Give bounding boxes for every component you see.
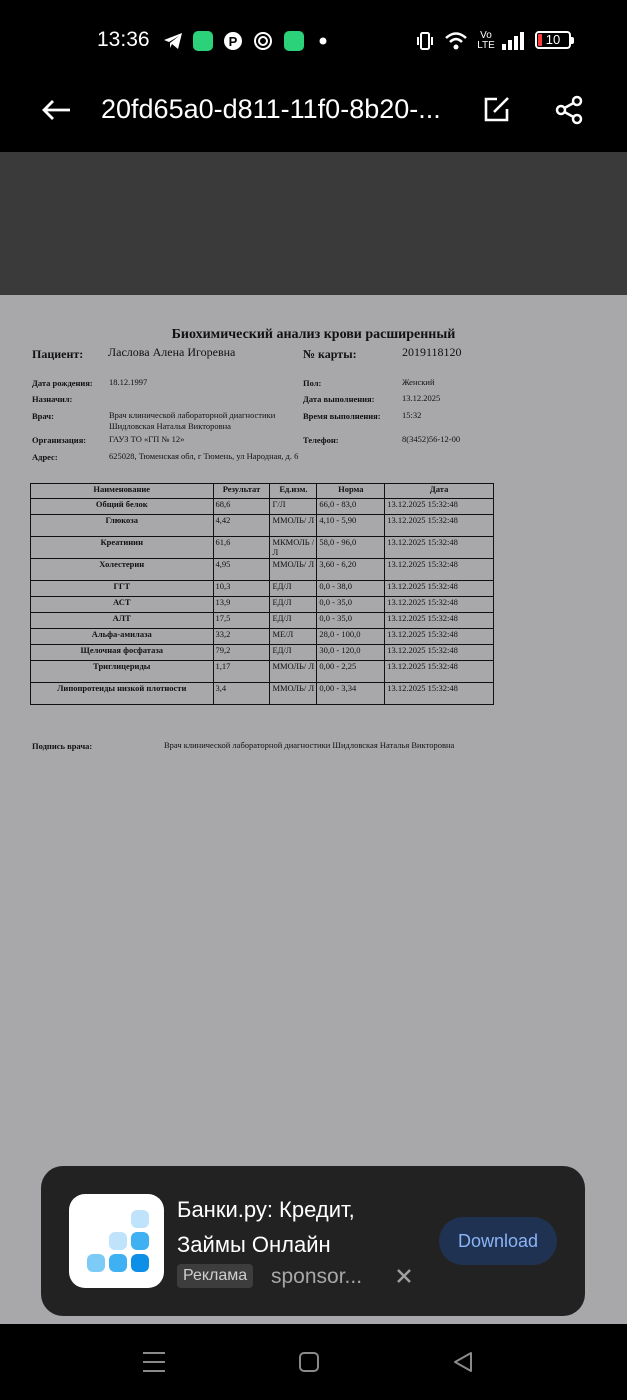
row-result: 1,17	[213, 661, 270, 683]
row-norm: 3,60 - 6,20	[317, 559, 385, 581]
birth-label: Дата рождения:	[32, 378, 93, 388]
row-date: 13.12.2025 15:32:48	[385, 499, 494, 515]
row-date: 13.12.2025 15:32:48	[385, 645, 494, 661]
row-result: 4,42	[213, 515, 270, 537]
row-norm: 66,0 - 83,0	[317, 499, 385, 515]
sex-label: Пол:	[303, 378, 322, 388]
row-name: Холестерин	[31, 559, 214, 581]
assigned-label: Назначил:	[32, 394, 73, 404]
row-name: Триглицериды	[31, 661, 214, 683]
row-name: АЛТ	[31, 613, 214, 629]
row-unit: МКМОЛЬ /Л	[270, 537, 317, 559]
volte-icon: Vo LTE	[477, 30, 495, 51]
document-viewer[interactable]	[0, 152, 627, 1324]
doctor-line1: Врач клинической лабораторной диагностики	[109, 410, 276, 420]
row-unit: ММОЛЬ/ Л	[270, 661, 317, 683]
row-norm: 0,0 - 38,0	[317, 581, 385, 597]
address-value: 625028, Тюменская обл, г Тюмень, ул Народная, д. 6	[109, 451, 299, 461]
table-row	[31, 683, 494, 705]
document-title: 20fd65a0-d811-11f0-8b20-...	[101, 94, 441, 124]
recents-icon[interactable]	[134, 1348, 174, 1376]
row-result: 10,3	[213, 581, 270, 597]
row-date: 13.12.2025 15:32:48	[385, 559, 494, 581]
ad-banner[interactable]	[41, 1166, 585, 1316]
row-norm: 28,0 - 100,0	[317, 629, 385, 645]
dot-icon	[316, 30, 330, 52]
table-row	[31, 597, 494, 613]
row-norm: 0,0 - 35,0	[317, 597, 385, 613]
patient-label: Пациент:	[32, 347, 84, 361]
row-result: 13,9	[213, 597, 270, 613]
status-bar	[0, 0, 627, 80]
row-date: 13.12.2025 15:32:48	[385, 683, 494, 705]
home-icon[interactable]	[289, 1348, 329, 1376]
row-name: ГГТ	[31, 581, 214, 597]
row-date: 13.12.2025 15:32:48	[385, 581, 494, 597]
card-number: 2019118120	[402, 345, 462, 359]
row-norm: 0,0 - 35,0	[317, 613, 385, 629]
row-unit: МЕ/Л	[270, 629, 317, 645]
navigation-bar	[0, 1324, 627, 1400]
row-unit: ЕД/Л	[270, 597, 317, 613]
birth-date: 18.12.1997	[109, 377, 148, 387]
row-date: 13.12.2025 15:32:48	[385, 613, 494, 629]
row-date: 13.12.2025 15:32:48	[385, 661, 494, 683]
exec-date-label: Дата выполнения:	[303, 394, 375, 404]
row-result: 61,6	[213, 537, 270, 559]
row-norm: 0,00 - 2,25	[317, 661, 385, 683]
battery-tip	[571, 37, 574, 44]
header-name: Наименование	[31, 484, 214, 499]
back-triangle-icon[interactable]	[443, 1348, 483, 1376]
ad-app-logo	[69, 1194, 164, 1288]
wifi-icon	[443, 30, 469, 52]
table-row	[31, 629, 494, 645]
table-row	[31, 661, 494, 683]
phone-label: Телефон:	[303, 435, 339, 445]
org-value: ГАУЗ ТО «ГП № 12»	[109, 434, 185, 444]
exec-time: 15:32	[402, 410, 422, 420]
header-result: Результат	[213, 484, 270, 499]
signature-value: Врач клинической лабораторной диагностики Шидловская Наталья Викторовна	[164, 740, 455, 750]
row-name: Глюкоза	[31, 515, 214, 537]
row-norm: 4,10 - 5,90	[317, 515, 385, 537]
ad-app-name: Банки.ру: Кредит, Займы Онлайн	[177, 1197, 355, 1257]
row-norm: 0,00 - 3,34	[317, 683, 385, 705]
row-name: Щелочная фосфатаза	[31, 645, 214, 661]
row-unit: ЕД/Л	[270, 613, 317, 629]
table-row	[31, 515, 494, 537]
app-bar	[0, 80, 627, 152]
status-time: 13:36	[97, 28, 150, 51]
header-norm: Норма	[317, 484, 385, 499]
share-icon[interactable]	[547, 88, 591, 132]
table-row	[31, 559, 494, 581]
table-header-row	[31, 484, 494, 499]
row-unit: ЕД/Л	[270, 645, 317, 661]
row-result: 4,95	[213, 559, 270, 581]
row-date: 13.12.2025 15:32:48	[385, 629, 494, 645]
row-result: 68,6	[213, 499, 270, 515]
svg-text:P: P	[228, 34, 238, 49]
row-name: Альфа-амилаза	[31, 629, 214, 645]
patient-name: Ласлова Алена Игоревна	[108, 345, 236, 359]
back-arrow-icon[interactable]	[34, 88, 78, 132]
row-unit: ММОЛЬ/ Л	[270, 559, 317, 581]
header-date: Дата	[385, 484, 494, 499]
header-unit: Ед.изм.	[270, 484, 317, 499]
app-badge-icon	[283, 30, 305, 52]
battery-icon	[535, 31, 571, 49]
row-date: 13.12.2025 15:32:48	[385, 537, 494, 559]
results-table	[30, 483, 494, 705]
row-date: 13.12.2025 15:32:48	[385, 597, 494, 613]
row-date: 13.12.2025 15:32:48	[385, 515, 494, 537]
signal-icon	[500, 30, 526, 52]
telegram-icon	[162, 30, 184, 52]
vibrate-icon	[414, 30, 436, 52]
row-result: 33,2	[213, 629, 270, 645]
row-unit: ММОЛЬ/ Л	[270, 683, 317, 705]
ad-badge: Реклама	[177, 1264, 253, 1288]
row-result: 79,2	[213, 645, 270, 661]
card-label: № карты:	[303, 347, 357, 361]
table-row	[31, 537, 494, 559]
address-label: Адрес:	[32, 452, 58, 462]
doctor-label: Врач:	[32, 411, 54, 421]
doctor-line2: Шидловская Наталья Викторовна	[109, 421, 231, 431]
download-button[interactable]: Download	[439, 1217, 557, 1265]
battery-level: 10	[545, 32, 561, 47]
row-result: 3,4	[213, 683, 270, 705]
row-result: 17,5	[213, 613, 270, 629]
sex-value: Женский	[402, 377, 435, 387]
app-badge-icon	[192, 30, 214, 52]
row-name: Липопротеиды низкой плотности	[31, 683, 214, 705]
exec-time-label: Время выполнения:	[303, 411, 381, 421]
edit-icon[interactable]	[474, 88, 518, 132]
report-title: Биохимический анализ крови расширенный	[171, 327, 456, 342]
table-row	[31, 613, 494, 629]
row-unit: Г/Л	[270, 499, 317, 515]
row-norm: 30,0 - 120,0	[317, 645, 385, 661]
exec-date: 13.12.2025	[402, 393, 441, 403]
row-name: АСТ	[31, 597, 214, 613]
close-icon[interactable]	[391, 1263, 417, 1289]
table-row	[31, 499, 494, 515]
phone-value: 8(3452)56-12-00	[402, 434, 461, 444]
spiral-icon	[252, 30, 274, 52]
ad-sponsor: sponsor...	[271, 1265, 363, 1288]
row-name: Общий белок	[31, 499, 214, 515]
row-name: Креатинин	[31, 537, 214, 559]
pinterest-icon	[222, 30, 244, 52]
row-unit: ЕД/Л	[270, 581, 317, 597]
row-unit: ММОЛЬ/ Л	[270, 515, 317, 537]
table-row	[31, 645, 494, 661]
table-row	[31, 581, 494, 597]
signature-label: Подпись врача:	[32, 741, 93, 751]
row-norm: 58,0 - 96,0	[317, 537, 385, 559]
org-label: Организация:	[32, 435, 87, 445]
